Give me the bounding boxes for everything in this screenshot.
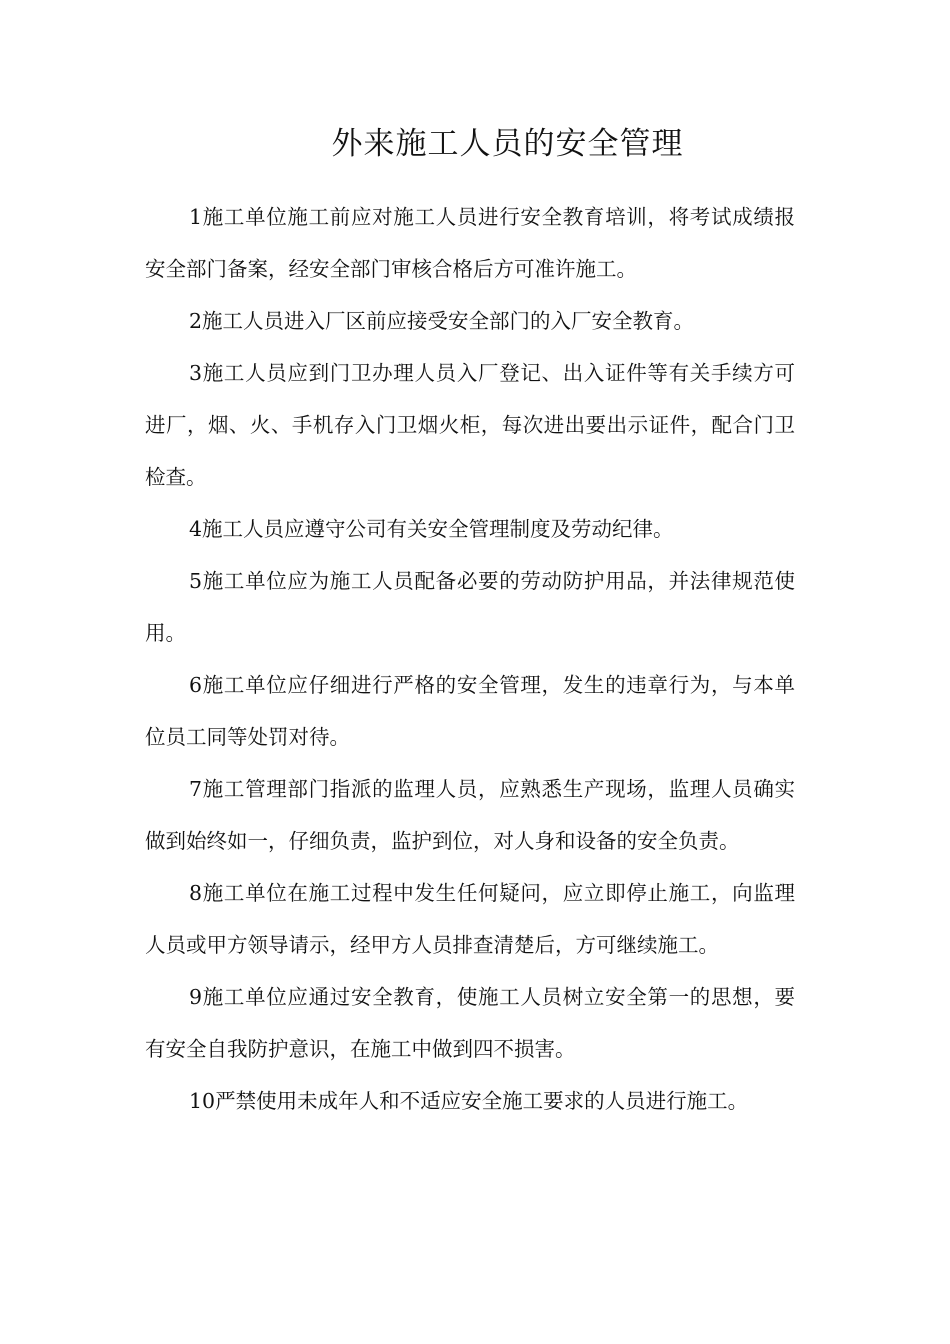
document-title: 外来施工人员的安全管理	[331, 126, 684, 162]
paragraph-8: 8施工单位在施工过程中发生任何疑问，应立即停止施工，向监理人员或甲方领导请示，经甲方人员排查清楚后，方可继续施工。	[145, 881, 795, 957]
paragraph-2: 2施工人员进入厂区前应接受安全部门的入厂安全教育。	[189, 309, 695, 333]
paragraph-3: 3施工人员应到门卫办理人员入厂登记、出入证件等有关手续方可进厂，烟、火、手机存入门卫烟火柜，每次进出要出示证件，配合门卫检查。	[145, 361, 795, 489]
paragraph-10: 10严禁使用未成年人和不适应安全施工要求的人员进行施工。	[189, 1089, 749, 1113]
paragraph-9: 9施工单位应通过安全教育，使施工人员树立安全第一的思想，要有安全自我防护意识，在施工中做到四不损害。	[145, 985, 795, 1061]
paragraph-1: 1施工单位施工前应对施工人员进行安全教育培训，将考试成绩报安全部门备案，经安全部门审核合格后方可准许施工。	[145, 205, 795, 281]
paragraph-7: 7施工管理部门指派的监理人员，应熟悉生产现场，监理人员确实做到始终如一，仔细负责，监护到位，对人身和设备的安全负责。	[145, 777, 795, 853]
paragraph-6: 6施工单位应仔细进行严格的安全管理，发生的违章行为，与本单位员工同等处罚对待。	[145, 673, 795, 749]
paragraph-5: 5施工单位应为施工人员配备必要的劳动防护用品，并法律规范使用。	[145, 569, 795, 645]
paragraph-4: 4施工人员应遵守公司有关安全管理制度及劳动纪律。	[189, 517, 674, 541]
document-body	[145, 191, 795, 1127]
